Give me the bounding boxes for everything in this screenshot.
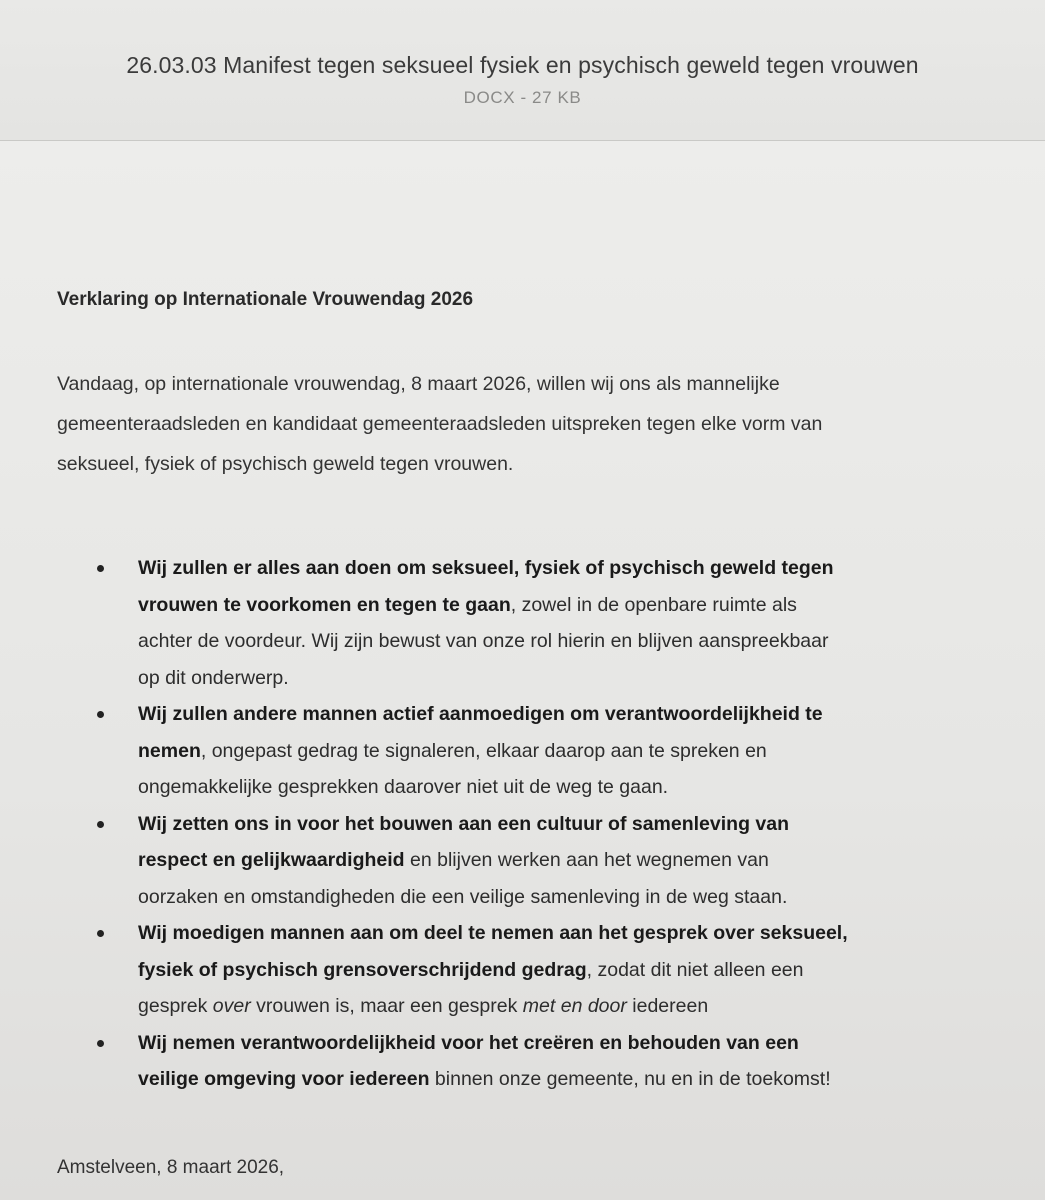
intro-line: seksueel, fysiek of psychisch geweld tegen vrouwen. — [57, 453, 514, 475]
bullet-line: achter de voordeur. Wij zijn bewust van onze rol hierin en blijven aanspreekbaar — [138, 630, 829, 652]
bullet-line — [138, 952, 1035, 989]
list-item — [95, 915, 1035, 1025]
bullet-text: , zodat dit niet alleen een — [586, 958, 804, 981]
bullet-text: gesprek — [138, 995, 213, 1017]
bullet-line — [138, 1061, 1035, 1098]
bullet-text: , ongepast gedrag te signaleren, elkaar daarop aan te spreken en — [200, 739, 767, 762]
signoff-place-date: Amstelveen, 8 maart 2026, — [57, 1157, 285, 1178]
intro-paragraph — [57, 364, 1032, 484]
bullet-text: binnen onze gemeente, nu en in de toekomst! — [429, 1068, 831, 1090]
bullet-line — [138, 587, 1035, 624]
bullet-bold-text: veilige omgeving voor iedereen — [138, 1068, 430, 1090]
list-item — [95, 806, 1035, 916]
bullet-text: vrouwen is, maar een gesprek — [250, 995, 523, 1017]
bullet-line: op dit onderwerp. — [138, 666, 289, 689]
commitments-list — [95, 550, 1035, 1098]
file-header — [0, 0, 1045, 141]
bullet-line: ongemakkelijke gesprekken daarover niet uit de weg te gaan. — [138, 776, 669, 798]
document-heading: Verklaring op Internationale Vrouwendag 2026 — [57, 289, 474, 310]
bullet-bold-line: Wij zullen andere mannen actief aanmoedigen om verantwoordelijkheid te — [138, 703, 823, 725]
bullet-bold-text: nemen — [138, 739, 201, 762]
bullet-bold-text: respect en gelijkwaardigheid — [138, 849, 405, 871]
bullet-bold-text: vrouwen te voorkomen en tegen te gaan — [138, 593, 511, 616]
file-meta: DOCX - 27 KB — [463, 88, 582, 107]
bullet-line: oorzaken en omstandigheden die een veilige samenleving in de weg staan. — [138, 885, 788, 908]
bullet-line — [138, 842, 1035, 879]
bullet-bold-line: Wij nemen verantwoordelijkheid voor het creëren en behouden van een — [138, 1031, 799, 1054]
bullet-italic-text: met en door — [522, 995, 627, 1017]
bullet-text: en blijven werken aan het wegnemen van — [404, 849, 769, 871]
bullet-bold-text: fysiek of psychisch grensoverschrijdend gedrag — [138, 958, 587, 981]
intro-line: Vandaag, op internationale vrouwendag, 8 maart 2026, willen wij ons als mannelijke — [57, 373, 780, 395]
bullet-line — [138, 733, 1035, 770]
bullet-bold-line: Wij moedigen mannen aan om deel te nemen aan het gesprek over seksueel, — [138, 922, 848, 944]
bullet-italic-text: over — [212, 995, 251, 1017]
bullet-text: , zowel in de openbare ruimte als — [510, 593, 797, 616]
intro-line: gemeenteraadsleden en kandidaat gemeenteraadsleden uitspreken tegen elke vorm van — [57, 413, 823, 435]
bullet-bold-line: Wij zetten ons in voor het bouwen aan een cultuur of samenleving van — [138, 812, 790, 835]
list-item — [95, 696, 1035, 806]
bullet-bold-line: Wij zullen er alles aan doen om seksueel, fysiek of psychisch geweld tegen — [138, 557, 834, 579]
list-item — [95, 550, 1035, 696]
file-title: 26.03.03 Manifest tegen seksueel fysiek en psychisch geweld tegen vrouwen — [126, 52, 919, 78]
bullet-line — [138, 988, 1035, 1025]
document-page[interactable] — [0, 141, 1045, 1200]
list-item — [95, 1025, 1035, 1098]
bullet-text: iedereen — [626, 995, 709, 1017]
